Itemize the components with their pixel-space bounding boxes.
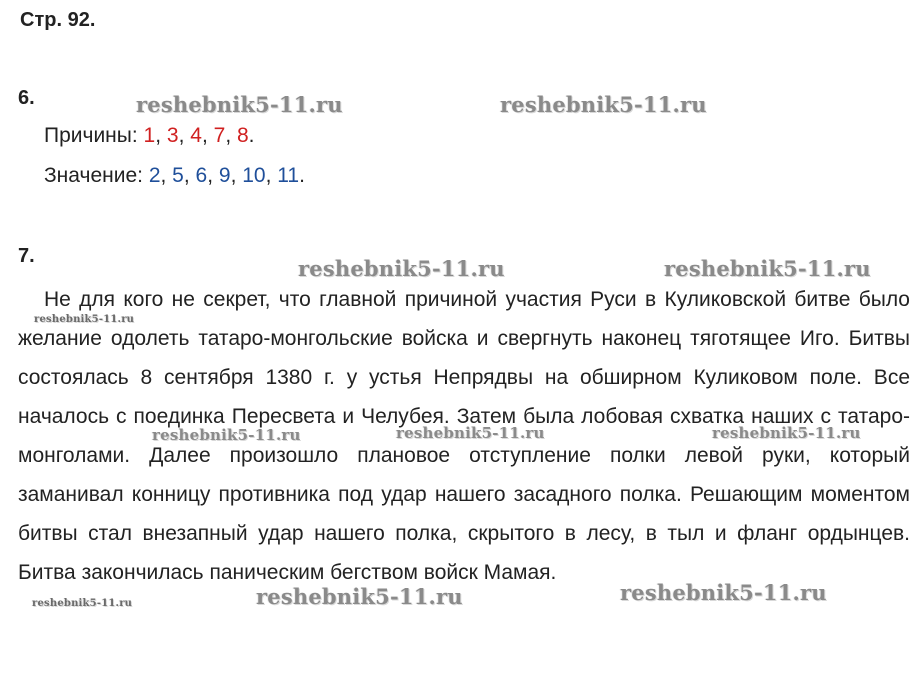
answer-number: 1 <box>143 124 156 147</box>
answer-number: 2 <box>148 164 161 187</box>
answer-number: 3 <box>166 124 179 147</box>
separator: , <box>183 164 196 187</box>
separator: , <box>155 124 167 147</box>
watermark: reshebnik5-11.ru <box>396 424 545 442</box>
answer-number: 11 <box>277 164 300 187</box>
causes-label: Причины: <box>44 124 138 147</box>
significance-numbers <box>149 164 305 187</box>
separator: . <box>248 124 255 147</box>
answer-number: 5 <box>172 164 184 187</box>
causes-line <box>44 121 255 151</box>
task-7-essay: Не для кого не секрет, что главной причиной участия Руси в Куликовской битве было желание одолеть татаро-монгольские войска и свергнуть наконец тяготящее Иго. Битвы состоялась 8 сентября 1380 г. у устья Непрядвы на обширном Куликовом поле. Все началось с поединка Пересвета и Челубея. Затем была лобовая схватка наших с татаро-монголами. Далее произошло плановое отступление полки левой руки, который заманивал конницу противника под удар нашего засадного полка. Решающим моментом битвы стал внезапный удар нашего полка, скрытого в лесу, в тыл и фланг ордынцев. Битва закончилась паническим бегством войск Мамая. <box>18 288 910 584</box>
separator: . <box>299 164 305 187</box>
watermark: reshebnik5-11.ru <box>500 92 707 117</box>
watermark: reshebnik5-11.ru <box>620 580 827 605</box>
watermark: reshebnik5-11.ru <box>298 256 505 281</box>
separator: , <box>230 164 243 187</box>
watermark: reshebnik5-11.ru <box>712 424 861 442</box>
watermark: reshebnik5-11.ru <box>136 92 343 117</box>
separator: , <box>225 124 237 147</box>
separator: , <box>178 124 191 147</box>
significance-line <box>44 161 305 191</box>
answer-number: 9 <box>218 164 231 187</box>
significance-label: Значение: <box>44 164 143 187</box>
answer-number: 6 <box>195 164 208 187</box>
page-header: Стр. 92. <box>20 9 96 31</box>
task-7-number: 7. <box>18 245 35 267</box>
watermark: reshebnik5-11.ru <box>34 314 135 325</box>
separator: , <box>160 164 173 187</box>
answer-number: 10 <box>242 164 266 187</box>
answer-number: 4 <box>190 124 202 147</box>
answer-number: 7 <box>213 124 226 147</box>
separator: , <box>265 164 278 187</box>
watermark: reshebnik5-11.ru <box>32 598 133 609</box>
separator: , <box>207 164 219 187</box>
task-6-number: 6. <box>18 87 35 109</box>
watermark: reshebnik5-11.ru <box>256 584 463 609</box>
separator: , <box>201 124 214 147</box>
answer-number: 8 <box>236 124 249 147</box>
watermark: reshebnik5-11.ru <box>152 426 301 444</box>
watermark: reshebnik5-11.ru <box>664 256 871 281</box>
causes-numbers <box>144 124 255 147</box>
